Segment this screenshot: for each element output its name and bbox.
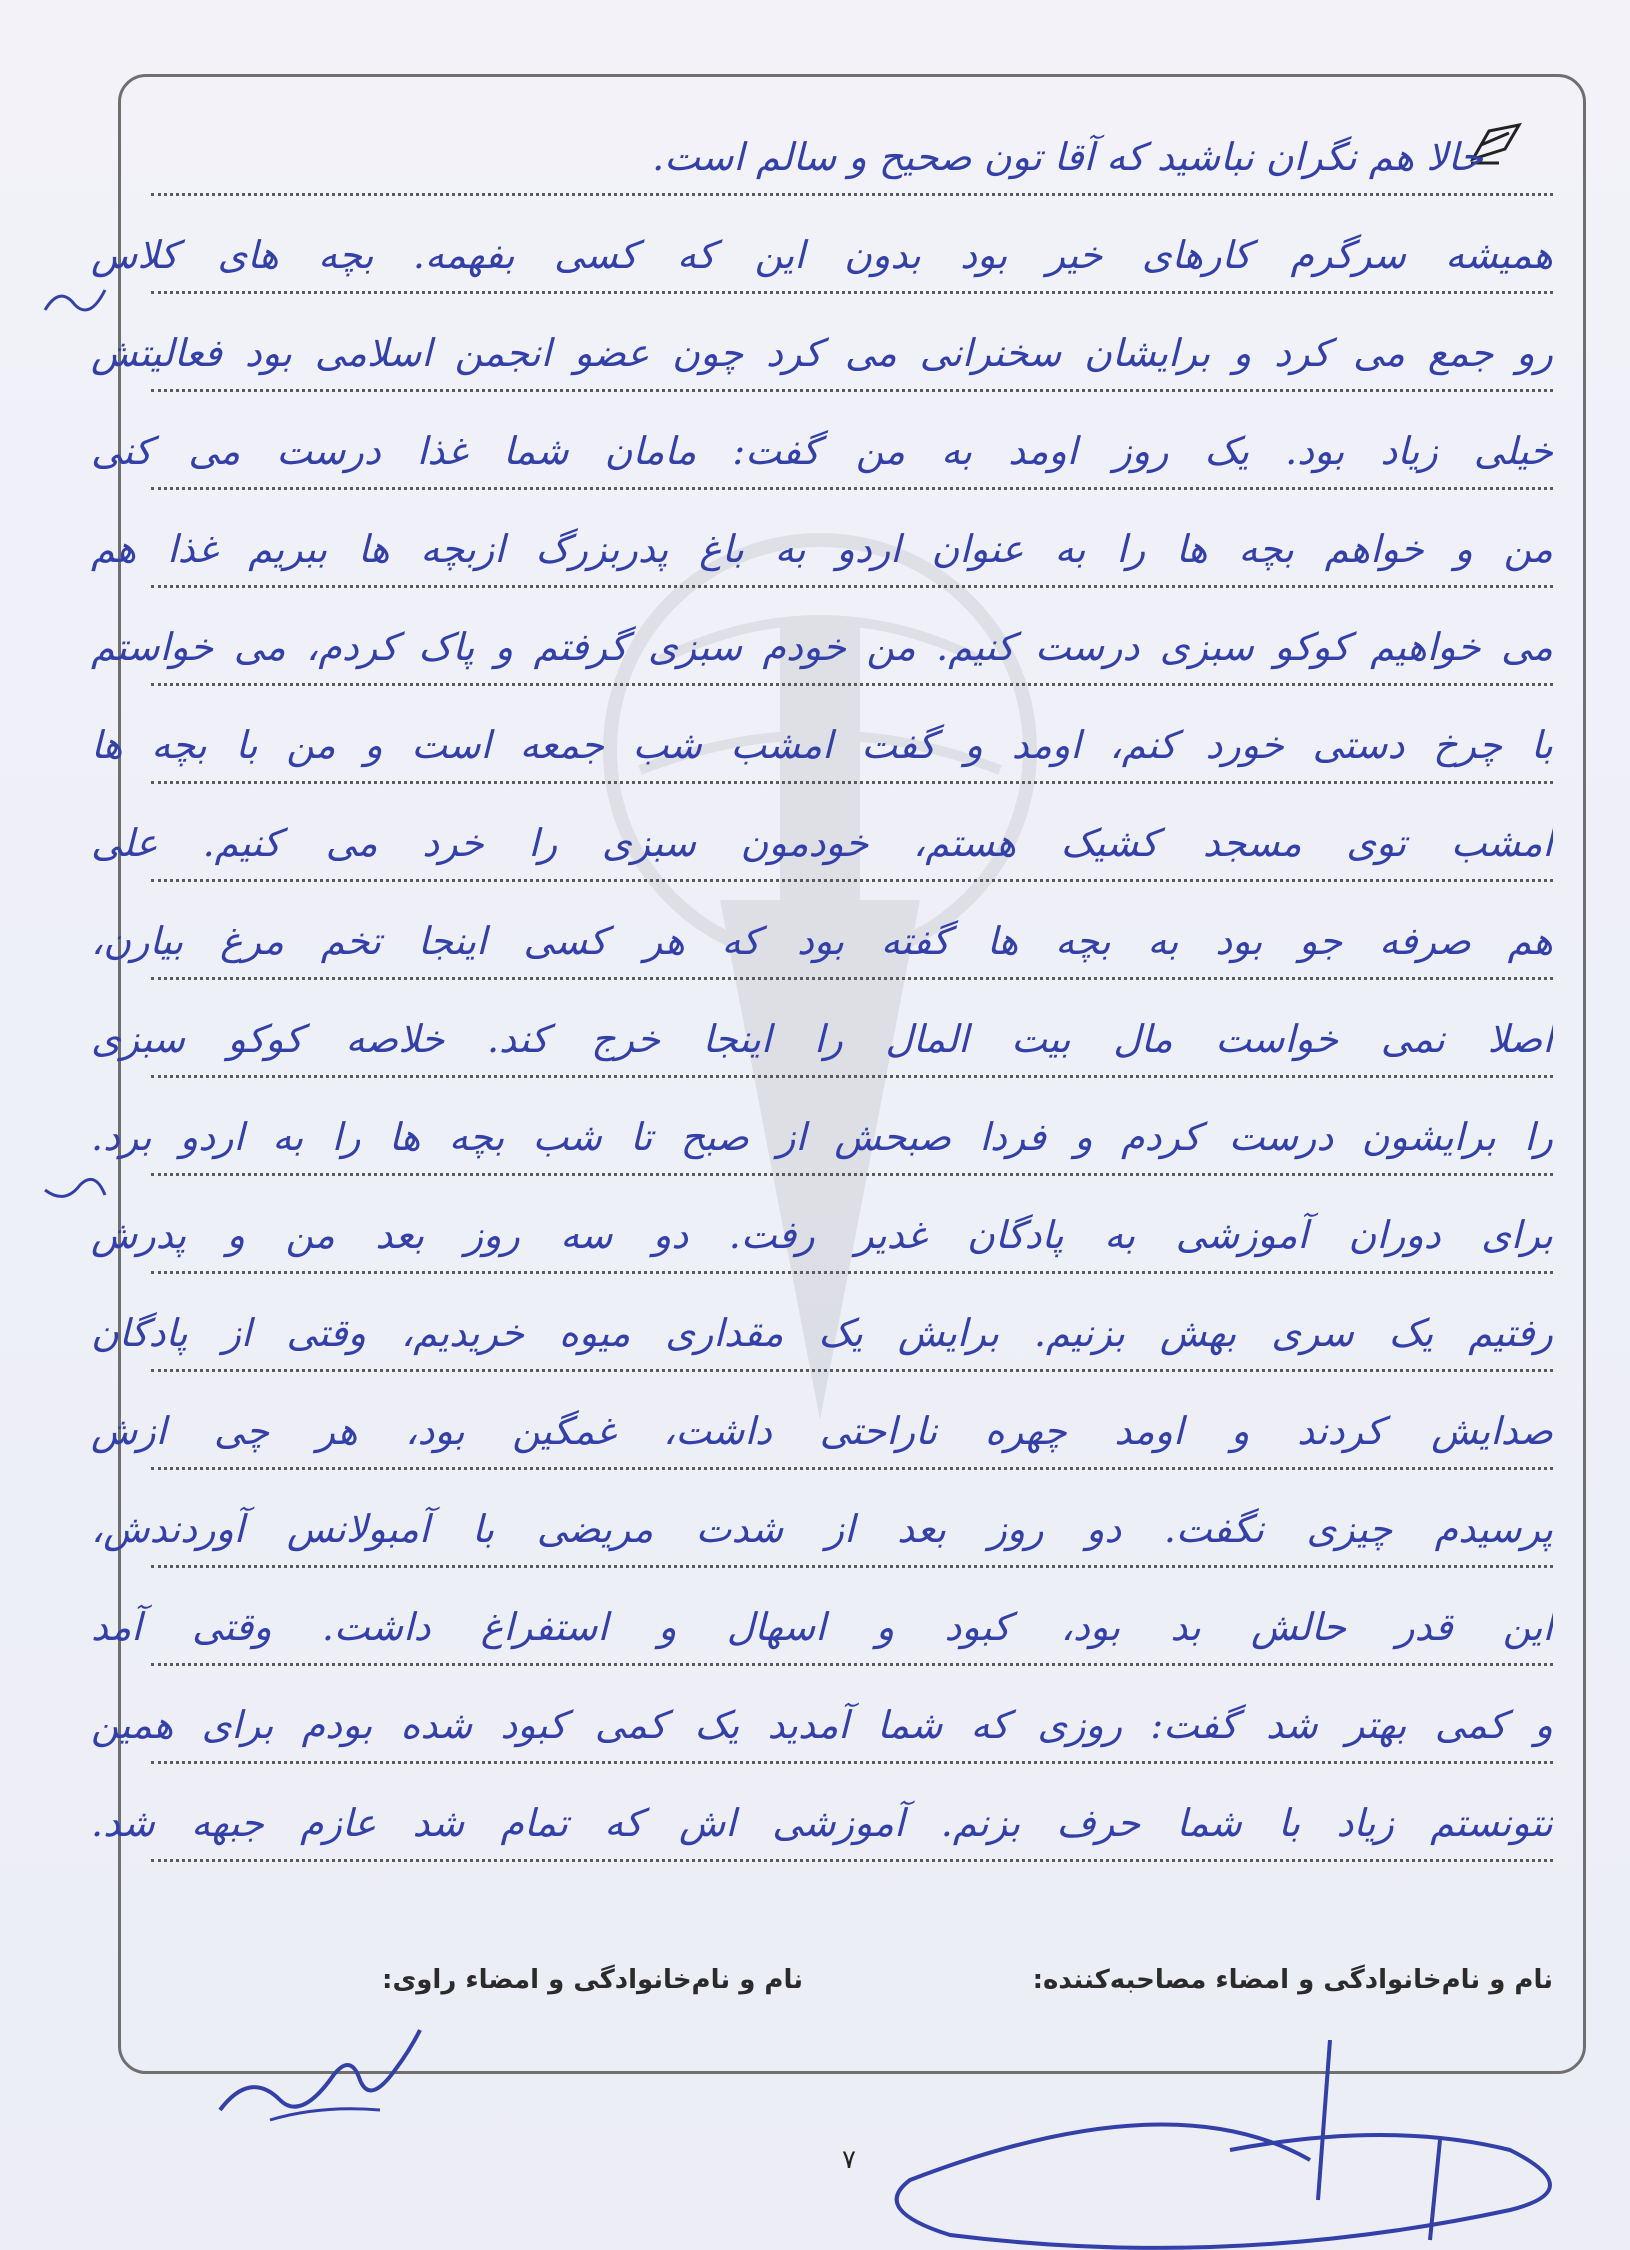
margin-mark-icon [40,1170,110,1210]
line-text: هم صرفه جو بود به بچه ها گفته بود که هر کسی اینجا تخم مرغ بیارن، [91,919,1553,963]
narrator-signature-icon [210,2010,430,2130]
text-line [91,193,1553,294]
line-text: خیلی زیاد بود. یک روز اومد به من گفت: مامان شما غذا درست می کنی [91,429,1553,473]
line-text: نتونستم زیاد با شما حرف بزنم. آموزشی اش که تمام شد عازم جبهه شد. [91,1801,1553,1845]
line-text: همیشه سرگرم کارهای خیر بود بدون این که کسی بفهمه. بچه های کلاس [91,233,1553,277]
text-line [91,781,1553,882]
line-text: رفتیم یک سری بهش بزنیم. برایش یک مقداری میوه خریدیم، وقتی از پادگان [91,1311,1553,1355]
text-line [91,879,1553,980]
interviewer-signature-label: نام و نام‌خانوادگی و امضاء مصاحبه‌کننده: [1032,1965,1553,1995]
line-text: امشب توی مسجد کشیک هستم، خودمون سبزی را خرد می کنیم. علی [91,821,1553,865]
line-text: و کمی بهتر شد گفت: روزی که شما آمدید یک کمی کبود شده بودم برای همین [91,1703,1553,1747]
text-line [91,1761,1553,1862]
text-line [91,291,1553,392]
handwritten-lines [91,77,1553,2071]
line-text: رو جمع می کرد و برایشان سخنرانی می کرد چون عضو انجمن اسلامی بود فعالیتش [91,331,1553,375]
lined-writing-frame [91,74,1586,2074]
line-text: اصلا نمی خواست مال بیت المال را اینجا خرج کند. خلاصه کوکو سبزی [91,1017,1553,1061]
text-line [91,1565,1553,1666]
page-number: ۷ [842,2145,856,2175]
line-text: من و خواهم بچه ها را به عنوان اردو به باغ پدربزرگ ازبچه ها ببریم غذا هم [91,527,1553,571]
text-line [91,389,1553,490]
text-line [91,1075,1553,1176]
line-text: را برایشون درست کردم و فردا صبحش از صبح تا شب بچه ها را به اردو برد. [91,1115,1553,1159]
line-text: برای دوران آموزشی به پادگان غدیر رفت. دو سه روز بعد من و پدرش [91,1213,1553,1257]
text-line [91,1369,1553,1470]
text-line [91,977,1553,1078]
text-line [91,1271,1553,1372]
line-text: حالا هم نگران نباشید که آقا تون صحیح و سالم است. [652,135,1483,179]
line-text: می خواهیم کوکو سبزی درست کنیم. من خودم سبزی گرفتم و پاک کردم، می خواستم [91,625,1553,669]
text-line [91,1173,1553,1274]
narrator-signature-label: نام و نام‌خانوادگی و امضاء راوی: [382,1965,803,1995]
text-line [91,585,1553,686]
text-line [91,1663,1553,1764]
text-line [151,95,1553,196]
line-text: پرسیدم چیزی نگفت. دو روز بعد از شدت مریضی با آمبولانس آوردندش، [91,1507,1553,1551]
interviewer-signature-icon [870,2040,1590,2250]
line-text: صدایش کردند و اومد چهره ناراحتی داشت، غمگین بود، هر چی ازش [91,1409,1553,1453]
text-line [91,683,1553,784]
margin-mark-icon [40,280,110,320]
line-text: با چرخ دستی خورد کنم، اومد و گفت امشب شب جمعه است و من با بچه ها [91,723,1553,767]
text-line [91,1467,1553,1568]
text-line [91,487,1553,588]
signature-labels [151,1965,1553,2005]
line-text: این قدر حالش بد بود، کبود و اسهال و استفراغ داشت. وقتی آمد [91,1605,1553,1649]
